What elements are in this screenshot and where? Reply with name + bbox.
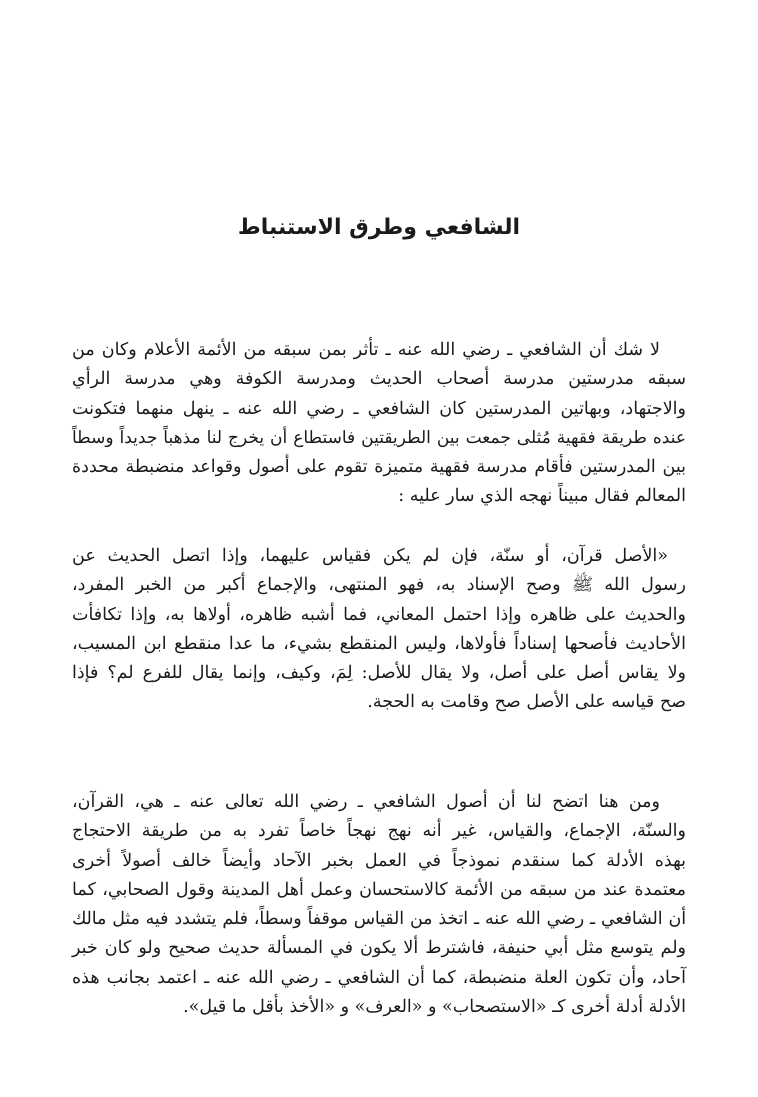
text-line: والسنّة، الإجماع، والقياس، غير أنه نهج نهجاً خاصاً تفرد به من طريقة الاحتجاج	[72, 821, 686, 842]
text-line: المعالم فقال مبيناً نهجه الذي سار عليه :	[398, 486, 686, 507]
text-line: الأحاديث فأصحها إسناداً فأولاها، وليس المنقطع بشيء، ما عدا منقطع ابن المسيب،	[72, 633, 686, 654]
text-line: ولا يقاس أصل على أصل، ولا يقال للأصل: لِمَ، وكيف، وإنما يقال للفرع لم؟ فإذا	[72, 663, 686, 684]
text-line: آحاد، وأن تكون العلة منضبطة، كما أن الشافعي ـ رضي الله عنه ـ اعتمد بجانب هذه	[72, 967, 686, 988]
text-line: أن الشافعي ـ رضي الله عنه ـ اتخذ من القياس موقفاً وسطاً، فلم يتشدد فيه مثل مالك	[72, 909, 686, 930]
text-line: والاجتهاد، وبهاتين المدرستين كان الشافعي ـ رضي الله عنه ـ ينهل منهما فتكونت	[72, 398, 686, 419]
text-line: بين المدرستين فأقام مدرسة فقهية متميزة تقوم على أصول وقواعد منضبطة محددة	[72, 457, 686, 478]
paragraph-quote	[72, 542, 686, 718]
text-line: معتمدة عند من سبقه من الأئمة كالاستحسان وعمل أهل المدينة وقول الصحابي، كما	[72, 879, 686, 900]
text-line: لا شك أن الشافعي ـ رضي الله عنه ـ تأثر بمن سبقه من الأئمة الأعلام وكان من	[72, 340, 660, 360]
text-line: الأدلة أدلة أخرى كـ «الاستصحاب» و «العرف» و «الأخذ بأقل ما قيل».	[183, 997, 686, 1018]
text-line: ولم يتوسع مثل أبي حنيفة، فاشترط ألا يكون في المسألة حديث صحيح ولو كان خبر	[72, 938, 686, 959]
text-line: ومن هنا اتضح لنا أن أصول الشافعي ـ رضي الله تعالى عنه ـ هي، القرآن،	[72, 792, 660, 812]
text-line: والحديث على ظاهره وإذا احتمل المعاني، فما أشبه ظاهره، أولاها به، وإذا تكافأت	[72, 604, 686, 625]
text-line: عنده طريقة فقهية مُثلى جمعت بين الطريقتين فاستطاع أن يخرج لنا مذهباً جديداً وسطاً	[72, 427, 686, 448]
text-line: رسول الله ﷺ وصح الإسناد به، فهو المنتهى، والإجماع أكبر من الخبر المفرد،	[72, 575, 686, 596]
text-line: صح قياسه على الأصل صح وقامت به الحجة.	[367, 692, 686, 713]
text-line: سبقه مدرستين مدرسة أصحاب الحديث ومدرسة الكوفة وهي مدرسة الرأي	[72, 369, 686, 390]
text-line: بهذه الأدلة كما سنقدم نموذجاً في العمل بخبر الآحاد وأيضاً خالف أصولاً أخرى	[72, 850, 686, 871]
paragraph-intro	[72, 336, 686, 512]
paragraph-sources	[72, 788, 686, 1022]
text-line: «الأصل قرآن، أو سنّة، فإن لم يكن فقياس عليهما، وإذا اتصل الحديث عن	[72, 546, 668, 566]
chapter-title: الشافعي وطرق الاستنباط	[237, 215, 521, 240]
